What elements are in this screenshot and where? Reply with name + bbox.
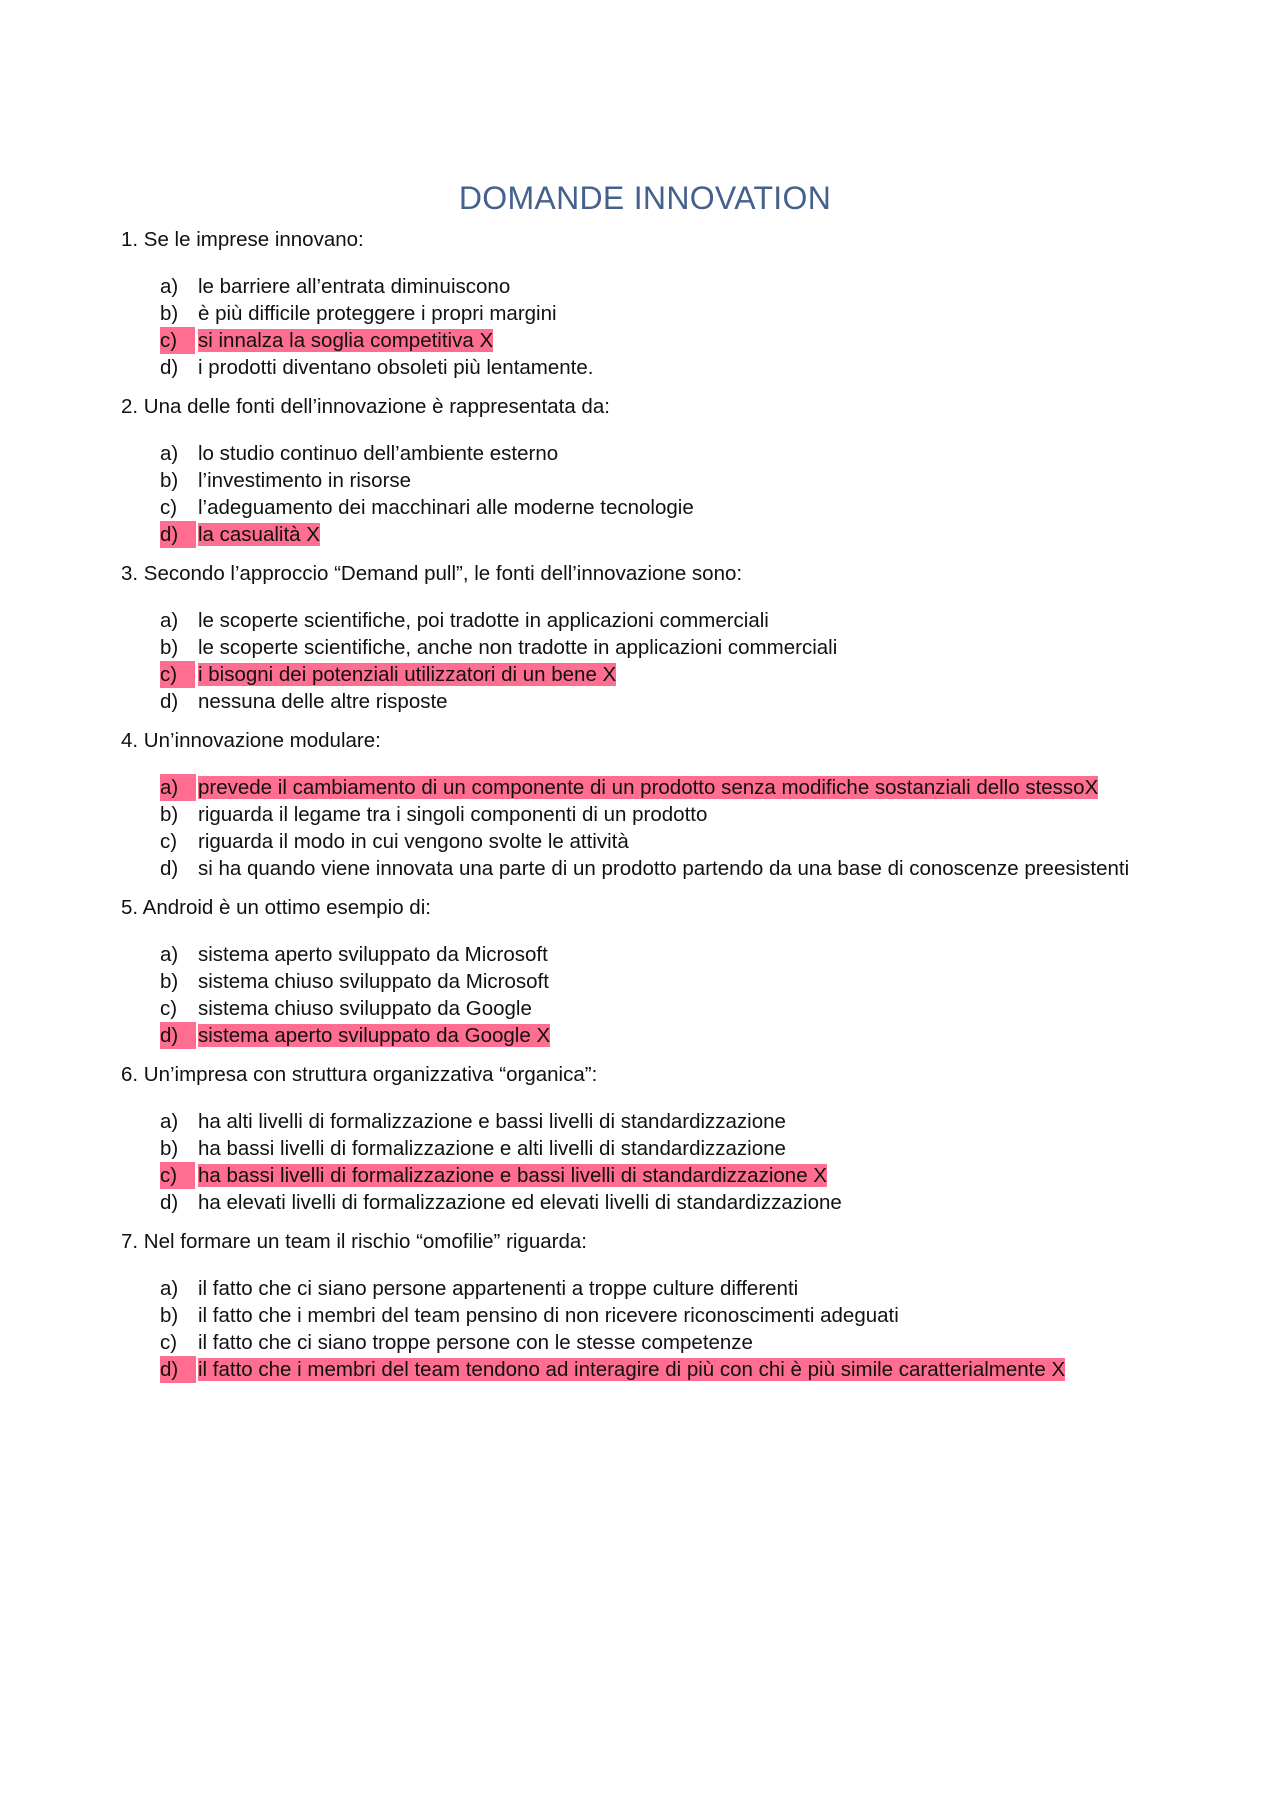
option-text: ha elevati livelli di formalizzazione ed elevati livelli di standardizzazione	[198, 1191, 842, 1214]
option-item	[160, 1275, 1181, 1302]
option-text: le scoperte scientifiche, anche non tradotte in applicazioni commerciali	[198, 636, 838, 659]
option-text: le barriere all’entrata diminuiscono	[198, 275, 511, 298]
option-item-marked-answer	[160, 521, 1181, 548]
option-text: è più difficile proteggere i propri margini	[198, 302, 557, 325]
option-letter: a)	[160, 442, 179, 465]
question-text: 7. Nel formare un team il rischio “omofilie” riguarda:	[121, 1230, 587, 1253]
option-text: prevede il cambiamento di un componente di un prodotto senza modifiche sostanziali dello stessoX	[198, 776, 1099, 799]
question-text: 3. Secondo l’approccio “Demand pull”, le fonti dell’innovazione sono:	[121, 562, 743, 585]
option-text: l’investimento in risorse	[198, 469, 412, 492]
option-item	[160, 855, 1181, 882]
question-text: 6. Un’impresa con struttura organizzativa “organica”:	[121, 1063, 598, 1086]
question-text: 2. Una delle fonti dell’innovazione è rappresentata da:	[121, 395, 610, 418]
option-letter: d)	[160, 521, 196, 548]
option-letter: d)	[160, 1356, 196, 1383]
option-item-marked-answer	[160, 1022, 1181, 1049]
option-text: sistema chiuso sviluppato da Google	[198, 997, 532, 1020]
option-list	[160, 1108, 1181, 1216]
option-letter: c)	[160, 1331, 178, 1354]
option-text: il fatto che i membri del team pensino di non ricevere riconoscimenti adeguati	[198, 1304, 899, 1327]
option-text: ha alti livelli di formalizzazione e bassi livelli di standardizzazione	[198, 1110, 786, 1133]
option-letter: d)	[160, 356, 179, 379]
option-item	[160, 688, 1181, 715]
option-item	[160, 1329, 1181, 1356]
option-letter: c)	[160, 661, 195, 688]
option-item	[160, 634, 1181, 661]
option-text: il fatto che i membri del team tendono ad interagire di più con chi è più simile caratterialmente X	[198, 1358, 1066, 1381]
option-letter: b)	[160, 803, 179, 826]
option-letter: a)	[160, 275, 179, 298]
option-item	[160, 1189, 1181, 1216]
option-letter: a)	[160, 943, 179, 966]
option-text: nessuna delle altre risposte	[198, 690, 448, 713]
option-item	[160, 300, 1181, 327]
option-item-marked-answer	[160, 1356, 1181, 1383]
option-item	[160, 1302, 1181, 1329]
option-list	[160, 273, 1181, 381]
question-block	[121, 1228, 1181, 1383]
option-letter: d)	[160, 857, 179, 880]
question-block	[121, 393, 1181, 548]
option-letter: a)	[160, 1277, 179, 1300]
option-item	[160, 494, 1181, 521]
option-item	[160, 607, 1181, 634]
option-item	[160, 995, 1181, 1022]
option-item	[160, 801, 1181, 828]
option-item	[160, 273, 1181, 300]
option-item	[160, 1108, 1181, 1135]
option-letter: d)	[160, 1191, 179, 1214]
option-text: l’adeguamento dei macchinari alle moderne tecnologie	[198, 496, 694, 519]
question-text: 5. Android è un ottimo esempio di:	[121, 896, 431, 919]
option-letter: c)	[160, 830, 178, 853]
question-block	[121, 1061, 1181, 1216]
option-letter: c)	[160, 496, 178, 519]
option-list	[160, 774, 1181, 882]
option-text: sistema aperto sviluppato da Microsoft	[198, 943, 548, 966]
option-text: riguarda il legame tra i singoli componenti di un prodotto	[198, 803, 708, 826]
option-letter: d)	[160, 1022, 196, 1049]
option-text: sistema chiuso sviluppato da Microsoft	[198, 970, 549, 993]
option-list	[160, 440, 1181, 548]
option-list	[160, 1275, 1181, 1383]
option-item	[160, 1135, 1181, 1162]
option-letter: b)	[160, 1137, 179, 1160]
option-text: le scoperte scientifiche, poi tradotte in applicazioni commerciali	[198, 609, 769, 632]
option-item-marked-answer	[160, 1162, 1181, 1189]
option-item	[160, 440, 1181, 467]
option-letter: b)	[160, 970, 179, 993]
option-text: ha bassi livelli di formalizzazione e alti livelli di standardizzazione	[198, 1137, 786, 1160]
option-letter: a)	[160, 774, 196, 801]
option-item	[160, 354, 1181, 381]
question-block	[121, 727, 1181, 882]
question-block	[121, 560, 1181, 715]
option-letter: a)	[160, 609, 179, 632]
option-item	[160, 941, 1181, 968]
option-text: lo studio continuo dell’ambiente esterno	[198, 442, 559, 465]
option-item	[160, 968, 1181, 995]
question-text: 1. Se le imprese innovano:	[121, 228, 364, 251]
option-letter: d)	[160, 690, 179, 713]
option-letter: c)	[160, 997, 178, 1020]
option-text: i prodotti diventano obsoleti più lentamente.	[198, 356, 594, 379]
option-item-marked-answer	[160, 774, 1181, 801]
option-letter: b)	[160, 302, 179, 325]
option-item	[160, 828, 1181, 855]
option-text: riguarda il modo in cui vengono svolte le attività	[198, 830, 629, 853]
option-item-marked-answer	[160, 661, 1181, 688]
option-text: sistema aperto sviluppato da Google X	[198, 1024, 551, 1047]
option-list	[160, 941, 1181, 1049]
option-letter: b)	[160, 636, 179, 659]
option-letter: a)	[160, 1110, 179, 1133]
option-item-marked-answer	[160, 327, 1181, 354]
option-text: si innalza la soglia competitiva X	[198, 329, 494, 352]
question-block	[121, 226, 1181, 381]
page-title: DOMANDE INNOVATION	[458, 180, 832, 216]
question-text: 4. Un’innovazione modulare:	[121, 729, 381, 752]
option-letter: b)	[160, 1304, 179, 1327]
option-list	[160, 607, 1181, 715]
question-block	[121, 894, 1181, 1049]
option-text: la casualità X	[198, 523, 320, 546]
option-text: il fatto che ci siano persone appartenenti a troppe culture differenti	[198, 1277, 799, 1300]
option-text: i bisogni dei potenziali utilizzatori di un bene X	[198, 663, 617, 686]
question-list	[121, 226, 1181, 1395]
option-text: si ha quando viene innovata una parte di un prodotto partendo da una base di conoscenze preesistenti	[198, 857, 1130, 880]
option-letter: c)	[160, 1162, 195, 1189]
option-text: ha bassi livelli di formalizzazione e bassi livelli di standardizzazione X	[198, 1164, 827, 1187]
option-letter: b)	[160, 469, 179, 492]
option-item	[160, 467, 1181, 494]
option-text: il fatto che ci siano troppe persone con le stesse competenze	[198, 1331, 753, 1354]
option-letter: c)	[160, 327, 195, 354]
